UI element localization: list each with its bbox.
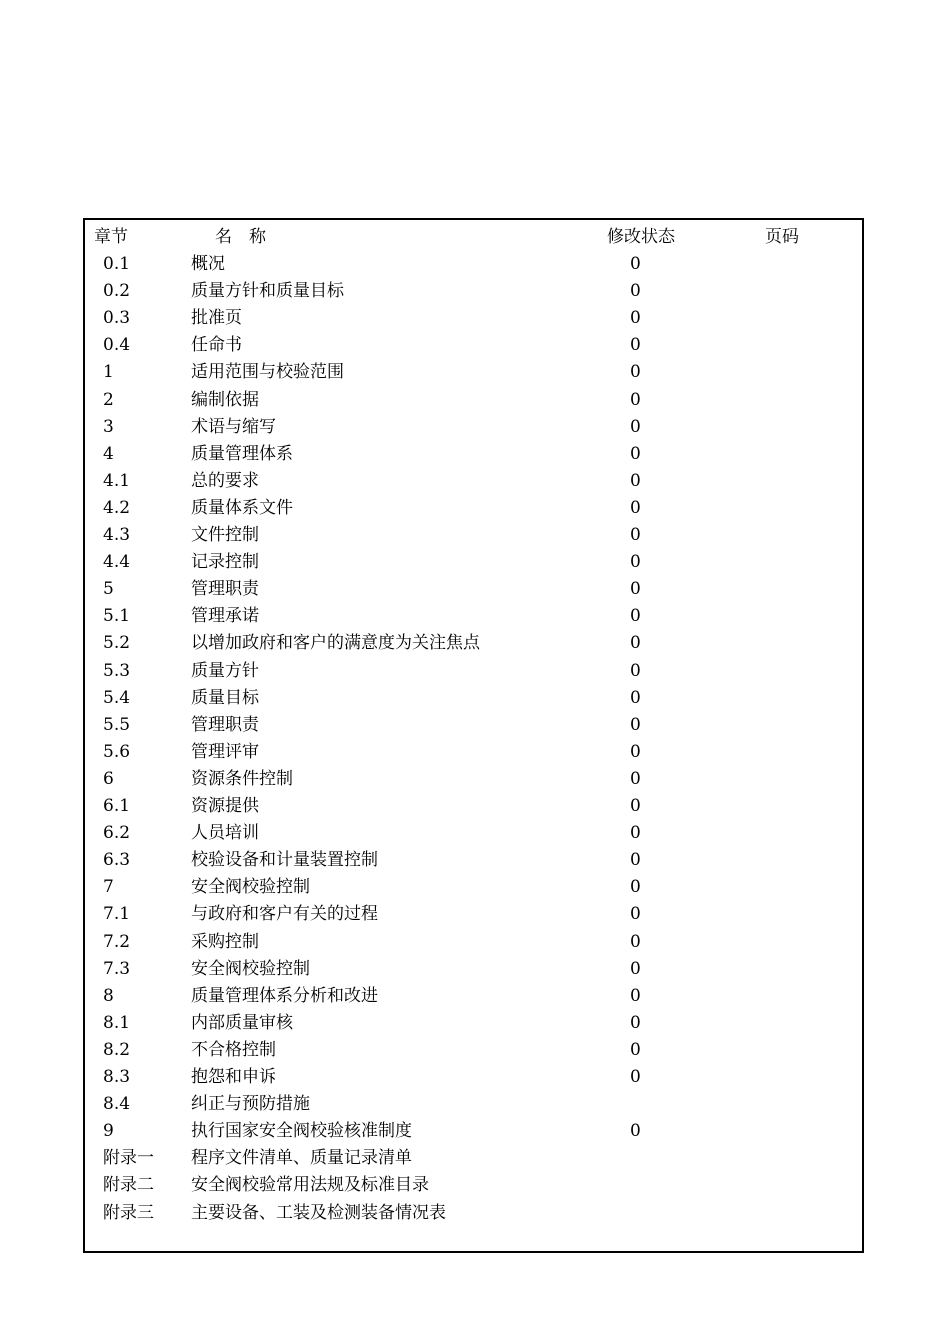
table-row: [85, 1010, 862, 1037]
row-status: 0: [630, 1067, 641, 1087]
row-chapter: 5.3: [103, 660, 131, 681]
table-row: [85, 793, 862, 820]
row-title: 程序文件清单、质量记录清单: [191, 1148, 412, 1169]
table-row: [85, 820, 862, 847]
row-status: 0: [630, 633, 641, 654]
row-chapter: 4.2: [103, 497, 131, 518]
row-status: 0: [630, 1012, 641, 1033]
row-chapter: 5.1: [103, 606, 131, 627]
toc-header-row: [85, 224, 862, 251]
row-title: 记录控制: [191, 552, 259, 573]
row-chapter: 0.4: [103, 335, 131, 356]
row-status: 0: [630, 850, 641, 871]
row-title: 批准页: [191, 308, 242, 329]
table-row: [85, 251, 862, 278]
row-title: 校验设备和计量装置控制: [191, 850, 378, 871]
table-row: [85, 603, 862, 630]
row-status: 0: [630, 823, 641, 844]
table-row: [85, 1172, 862, 1199]
row-title: 纠正与预防措施: [191, 1094, 310, 1115]
row-title: 编制依据: [191, 389, 259, 410]
row-chapter: 7.1: [103, 904, 131, 925]
table-row: [85, 1064, 862, 1091]
row-chapter: 6.1: [103, 796, 131, 816]
header-page: 页码: [765, 227, 799, 247]
row-chapter: 4.4: [103, 552, 131, 573]
row-title: 资源条件控制: [191, 768, 293, 789]
row-chapter: 8.1: [103, 1012, 131, 1033]
row-title: 与政府和客户有关的过程: [191, 904, 378, 925]
row-status: 0: [630, 525, 641, 545]
row-status: 0: [630, 1039, 641, 1060]
row-status: 0: [630, 308, 641, 329]
table-row: [85, 929, 862, 956]
row-chapter: 8.2: [103, 1039, 131, 1060]
row-title: 质量体系文件: [191, 497, 293, 518]
table-row: [85, 278, 862, 305]
row-status: 0: [630, 579, 641, 600]
table-row: [85, 847, 862, 874]
row-title: 质量管理体系分析和改进: [191, 985, 378, 1006]
row-chapter: 0.2: [103, 281, 131, 302]
row-chapter: 4.3: [103, 525, 131, 545]
row-chapter: 8.4: [103, 1094, 131, 1115]
row-title: 执行国家安全阀校验核准制度: [191, 1121, 412, 1142]
row-chapter: 附录一: [103, 1148, 154, 1169]
table-row: [85, 387, 862, 414]
table-row: [85, 983, 862, 1010]
table-row: [85, 495, 862, 522]
row-status: 0: [630, 443, 641, 464]
row-title: 总的要求: [191, 470, 259, 491]
row-chapter: 5.6: [103, 741, 131, 762]
row-chapter: 附录三: [103, 1202, 154, 1223]
row-chapter: 7: [103, 877, 114, 898]
row-title: 抱怨和申诉: [191, 1067, 276, 1087]
row-chapter: 8.3: [103, 1067, 131, 1087]
row-title: 管理职责: [191, 714, 259, 735]
row-status: 0: [630, 362, 641, 383]
table-row: [85, 1118, 862, 1145]
table-row: [85, 549, 862, 576]
row-title: 资源提供: [191, 796, 259, 816]
row-title: 任命书: [191, 335, 242, 356]
table-row: [85, 332, 862, 359]
row-title: 人员培训: [191, 823, 259, 844]
row-title: 安全阀校验控制: [191, 877, 310, 898]
header-chapter: 章节: [94, 227, 128, 247]
table-row: [85, 522, 862, 549]
row-chapter: 7.2: [103, 931, 131, 952]
row-title: 管理职责: [191, 579, 259, 600]
row-title: 文件控制: [191, 525, 259, 545]
row-title: 内部质量审核: [191, 1012, 293, 1033]
table-row: [85, 441, 862, 468]
row-status: 0: [630, 768, 641, 789]
row-title: 概况: [191, 254, 225, 274]
row-status: 0: [630, 796, 641, 816]
row-title: 管理承诺: [191, 606, 259, 627]
table-row: [85, 1091, 862, 1118]
table-row: [85, 576, 862, 603]
row-chapter: 6: [103, 768, 114, 789]
row-status: 0: [630, 389, 641, 410]
row-status: 0: [630, 741, 641, 762]
row-title: 质量方针和质量目标: [191, 281, 344, 302]
table-row: [85, 414, 862, 441]
row-title: 不合格控制: [191, 1039, 276, 1060]
row-title: 采购控制: [191, 931, 259, 952]
row-chapter: 6.3: [103, 850, 131, 871]
row-status: 0: [630, 877, 641, 898]
row-title: 主要设备、工装及检测装备情况表: [191, 1202, 446, 1223]
row-chapter: 0.1: [103, 254, 131, 274]
row-title: 适用范围与校验范围: [191, 362, 344, 383]
table-row: [85, 739, 862, 766]
table-row: [85, 956, 862, 983]
row-status: 0: [630, 606, 641, 627]
row-title: 术语与缩写: [191, 416, 276, 437]
row-chapter: 0.3: [103, 308, 131, 329]
row-status: 0: [630, 497, 641, 518]
row-chapter: 1: [103, 362, 114, 383]
row-chapter: 9: [103, 1121, 114, 1142]
table-row: [85, 305, 862, 332]
row-status: 0: [630, 985, 641, 1006]
row-title: 安全阀校验控制: [191, 958, 310, 979]
row-title: 安全阀校验常用法规及标准目录: [191, 1175, 429, 1196]
row-chapter: 7.3: [103, 958, 131, 979]
table-row: [85, 1145, 862, 1172]
row-title: 管理评审: [191, 741, 259, 762]
row-chapter: 4.1: [103, 470, 131, 491]
table-row: [85, 766, 862, 793]
row-chapter: 附录二: [103, 1175, 154, 1196]
row-status: 0: [630, 958, 641, 979]
table-row: [85, 468, 862, 495]
table-row: [85, 1200, 862, 1227]
row-title: 以增加政府和客户的满意度为关注焦点: [191, 633, 480, 654]
row-status: 0: [630, 335, 641, 356]
row-title: 质量管理体系: [191, 443, 293, 464]
row-status: 0: [630, 552, 641, 573]
row-chapter: 5.2: [103, 633, 131, 654]
header-title: 名 称: [215, 227, 266, 247]
row-chapter: 3: [103, 416, 114, 437]
row-status: 0: [630, 254, 641, 274]
row-chapter: 8: [103, 985, 114, 1006]
table-row: [85, 874, 862, 901]
row-status: 0: [630, 470, 641, 491]
header-status: 修改状态: [607, 227, 675, 247]
row-status: 0: [630, 416, 641, 437]
row-chapter: 6.2: [103, 823, 131, 844]
table-row: [85, 658, 862, 685]
table-row: [85, 685, 862, 712]
table-row: [85, 630, 862, 657]
row-status: 0: [630, 714, 641, 735]
row-chapter: 5.4: [103, 687, 131, 708]
row-title: 质量方针: [191, 660, 259, 681]
row-status: 0: [630, 904, 641, 925]
row-chapter: 5: [103, 579, 114, 600]
table-row: [85, 359, 862, 386]
row-chapter: 2: [103, 389, 114, 410]
table-row: [85, 712, 862, 739]
row-chapter: 4: [103, 443, 114, 464]
table-of-contents: [83, 218, 864, 1253]
row-status: 0: [630, 931, 641, 952]
table-row: [85, 901, 862, 928]
row-chapter: 5.5: [103, 714, 131, 735]
row-status: 0: [630, 687, 641, 708]
row-status: 0: [630, 1121, 641, 1142]
row-title: 质量目标: [191, 687, 259, 708]
row-status: 0: [630, 660, 641, 681]
row-status: 0: [630, 281, 641, 302]
table-row: [85, 1037, 862, 1064]
